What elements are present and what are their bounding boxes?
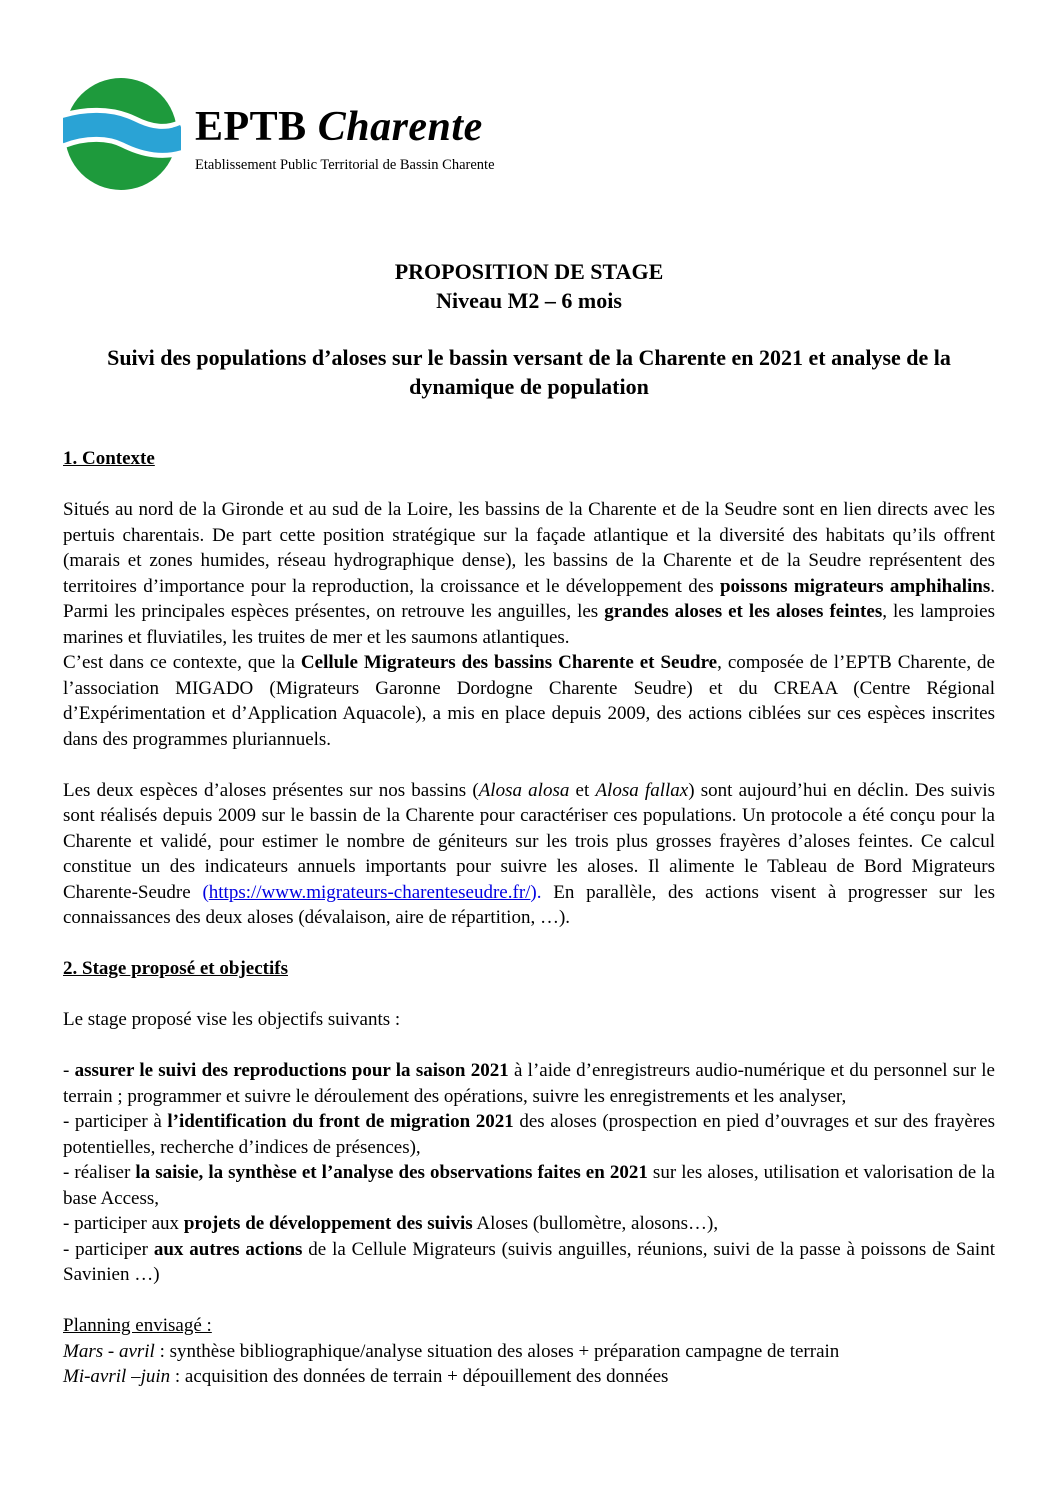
- objective-4-text: - participer aux: [63, 1213, 184, 1234]
- blank-line: [63, 931, 995, 957]
- context-paragraph-1-text: Situés au nord de la Gironde et au sud de la Loire, les bassins de la Charente et de la Seudre sont en lien directs avec les pertuis charentais. De part cette position stratégique sur la façade atlantique et la diversité des habitats qu’ils offrent (marais et zones humides, réseau hydrographique dense), les bassins de la Charente et de la Seudre représentent des territoires d’importance pour la reproduction, la croissance et le développement des: [63, 499, 995, 597]
- migrateurs-link[interactable]: https://www.migrateurs-charenteseudre.fr/: [208, 881, 531, 903]
- aloses-paragraph-text: et: [569, 779, 596, 801]
- objective-2-text: des aloses (prospection en pied d’ouvrages et sur des frayères potentielles, recherche d’indices de présences),: [63, 1111, 995, 1158]
- context-paragraph-2: [63, 650, 995, 752]
- aloses-paragraph-text: En parallèle, des actions visent à progresser sur les connaissances des deux aloses (dévalaison, aire de répartition, …).: [63, 881, 995, 928]
- objective-5-text: de la Cellule Migrateurs (suivis anguilles, réunions, suivi de la passe à poissons de Saint Savinien …): [63, 1238, 995, 1285]
- objective-3-text: la saisie, la synthèse et l’analyse des observations faites en 2021: [135, 1162, 648, 1183]
- context-paragraph-1-text: poissons migrateurs amphihalins: [719, 575, 991, 597]
- objective-1-text: à l’aide d’enregistreurs audio-numérique et du personnel sur le terrain ; programmer et suivre le déroulement des opérations, suivre les enregistrements et les analyser,: [63, 1060, 995, 1107]
- doc-title-line2: Niveau M2 – 6 mois: [436, 288, 622, 313]
- blank-line: [63, 982, 995, 1008]
- eptb-logo-mark: [63, 78, 181, 191]
- objective-1-text: -: [63, 1060, 75, 1081]
- objective-5-text: aux autres actions: [153, 1238, 303, 1260]
- context-paragraph-1: [63, 497, 995, 650]
- objective-2: [63, 1109, 995, 1160]
- objective-1-text: assurer le suivi des reproductions pour la saison 2021: [74, 1060, 509, 1081]
- blank-line: [63, 472, 995, 498]
- objective-3-text: - réaliser: [63, 1162, 136, 1183]
- eptb-logo-name: [195, 105, 495, 149]
- aloses-paragraph-text: Alosa fallax: [595, 779, 689, 801]
- eptb-logo-name-italic: Charente: [317, 103, 483, 150]
- context-paragraph-1-text: grandes aloses et les aloses feintes: [604, 601, 883, 622]
- context-paragraph-1-text: , les lamproies marines et fluviatiles, les truites de mer et les saumons atlantiques.: [63, 601, 996, 648]
- section-2-heading-text: 2. Stage proposé et objectifs: [63, 958, 288, 979]
- objective-3: [63, 1160, 995, 1211]
- context-paragraph-2-text: C’est dans ce contexte, que la: [63, 652, 301, 673]
- eptb-logo-tagline: Etablissement Public Territorial de Bassin Charente: [195, 156, 495, 173]
- planning-line-1-text: : synthèse bibliographique/analyse situation des aloses + préparation campagne de terrain: [154, 1340, 840, 1362]
- objective-5: [63, 1237, 995, 1288]
- eptb-logo-text: [195, 97, 495, 173]
- eptb-logo: [63, 78, 995, 191]
- doc-title-line1: PROPOSITION DE STAGE: [394, 259, 664, 284]
- aloses-paragraph-text: (: [202, 881, 209, 903]
- section-2-heading: [63, 956, 995, 982]
- planning-line-1-text: Mars - avril: [63, 1340, 155, 1362]
- eptb-logo-name-plain: EPTB: [195, 103, 318, 150]
- objective-4-text: Aloses (bullomètre, alosons…),: [472, 1213, 719, 1234]
- blank-line: [63, 752, 995, 778]
- blank-line: [63, 1288, 995, 1314]
- objective-2-text: l’identification du front de migration 2021: [167, 1111, 514, 1132]
- section-1-heading: [63, 446, 995, 472]
- objective-4: [63, 1211, 995, 1237]
- planning-line-1: [63, 1339, 995, 1365]
- objective-2-text: - participer à: [63, 1111, 168, 1132]
- planning-line-2: [63, 1364, 995, 1390]
- blank-line: [63, 1033, 995, 1059]
- context-paragraph-1-text: . Parmi les principales espèces présentes, on retrouve les anguilles, les: [63, 575, 995, 622]
- planning-line-2-text: Mi-avril –juin: [63, 1366, 171, 1387]
- aloses-paragraph-text: ) sont aujourd’hui en déclin. Des suivis sont réalisés depuis 2009 sur le bassin de la Charente pour caractériser ces populations. Un protocole a été conçu pour la Charente et validé, pour estimer le nombre de géniteurs sur les trois plus grosses frayères d’aloses feintes. Ce calcul constitue un des indicateurs annuels importants pour suivre les aloses. Il alimente le Tableau de Bord Migrateurs Charente-Seudre: [63, 779, 995, 903]
- objectives-intro: [63, 1007, 995, 1033]
- objectives-intro-text: Le stage proposé vise les objectifs suivants :: [63, 1009, 401, 1030]
- objective-1: [63, 1058, 995, 1109]
- aloses-paragraph-text: Alosa alosa: [478, 779, 570, 801]
- objective-5-text: - participer: [63, 1238, 154, 1260]
- context-paragraph-2-text: Cellule Migrateurs des bassins Charente et Seudre: [300, 652, 718, 673]
- objective-4-text: projets de développement des suivis: [183, 1213, 473, 1234]
- planning-heading-text: Planning envisagé :: [63, 1315, 212, 1336]
- objective-3-text: sur les aloses, utilisation et valorisation de la base Access,: [63, 1162, 995, 1209]
- context-paragraph-2-text: , composée de l’EPTB Charente, de l’association MIGADO (Migrateurs Garonne Dordogne Charente Seudre) et du CREAA (Centre Régional d’Expérimentation et d’Application Aquacole), a mis en place depuis 2009, des actions ciblées sur ces espèces inscrites dans des programmes pluriannuels.: [63, 652, 995, 750]
- title-block: [63, 257, 995, 401]
- document-body: [63, 446, 995, 1390]
- section-1-heading-text: 1. Contexte: [63, 448, 155, 469]
- planning-heading: [63, 1313, 995, 1339]
- aloses-paragraph-text: ).: [530, 881, 542, 903]
- doc-subtitle: Suivi des populations d’aloses sur le bassin versant de la Charente en 2021 et analyse de la dynamique de population: [107, 345, 951, 399]
- aloses-paragraph-text: Les deux espèces d’aloses présentes sur nos bassins (: [63, 779, 479, 801]
- planning-line-2-text: : acquisition des données de terrain + dépouillement des données: [170, 1366, 669, 1387]
- aloses-paragraph: [63, 778, 995, 931]
